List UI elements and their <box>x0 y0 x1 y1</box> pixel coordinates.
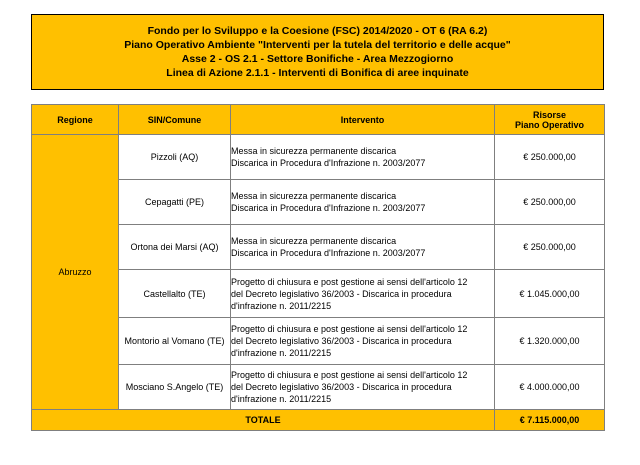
intervento-line: Discarica in Procedura d'Infrazione n. 2003/2077 <box>231 203 426 213</box>
intervento-line: Messa in sicurezza permanente discarica <box>231 236 397 246</box>
column-header-risorse-line1: Risorse <box>532 109 567 120</box>
interventions-table <box>31 104 605 431</box>
comune-cell: Cepagatti (PE) <box>119 180 231 225</box>
intervento-line: d'infrazione n. 2011/2215 <box>231 300 332 311</box>
intervento-line: Discarica in Procedura d'Infrazione n. 2003/2077 <box>231 248 426 258</box>
intervento-line: del Decreto legislativo 36/2003 - Discarica in procedura <box>231 336 452 346</box>
table-header-row <box>32 105 605 135</box>
header-line-2: Piano Operativo Ambiente "Interventi per la tutela del territorio e delle acque" <box>124 39 511 51</box>
intervento-line: d'infrazione n. 2011/2215 <box>231 394 332 404</box>
header-line-1: Fondo per lo Sviluppo e la Coesione (FSC) 2014/2020 - OT 6 (RA 6.2) <box>147 25 488 37</box>
intervento-cell <box>231 318 495 365</box>
total-label: TOTALE <box>32 410 495 431</box>
header-line-4: Linea di Azione 2.1.1 - Interventi di Bonifica di aree inquinate <box>166 67 469 79</box>
intervento-cell <box>231 180 495 225</box>
intervento-line: Progetto di chiusura e post gestione ai sensi dell'articolo 12 <box>231 370 468 380</box>
column-header-risorse <box>495 105 605 135</box>
comune-cell: Pizzoli (AQ) <box>119 135 231 180</box>
column-header-intervento: Intervento <box>231 105 495 135</box>
region-cell: Abruzzo <box>32 135 119 410</box>
risorse-cell: € 250.000,00 <box>495 180 605 225</box>
intervento-line: Messa in sicurezza permanente discarica <box>231 191 397 201</box>
intervento-cell <box>231 270 495 318</box>
intervento-line: Discarica in Procedura d'Infrazione n. 2003/2077 <box>231 158 426 168</box>
total-value: € 7.115.000,00 <box>495 410 605 431</box>
comune-cell: Montorio al Vomano (TE) <box>119 318 231 365</box>
column-header-comune: SIN/Comune <box>119 105 231 135</box>
intervento-line: Messa in sicurezza permanente discarica <box>231 146 397 156</box>
total-row <box>32 410 605 431</box>
intervento-line: del Decreto legislativo 36/2003 - Discarica in procedura <box>231 382 452 392</box>
intervento-line: Progetto di chiusura e post gestione ai sensi dell'articolo 12 <box>231 276 468 287</box>
table-row <box>32 135 605 180</box>
risorse-cell: € 250.000,00 <box>495 225 605 270</box>
intervento-cell <box>231 365 495 410</box>
header-line-3: Asse 2 - OS 2.1 - Settore Bonifiche - Area Mezzogiorno <box>181 53 454 65</box>
risorse-cell: € 250.000,00 <box>495 135 605 180</box>
risorse-cell: € 1.320.000,00 <box>495 318 605 365</box>
comune-cell: Mosciano S.Angelo (TE) <box>119 365 231 410</box>
comune-cell: Castellalto (TE) <box>119 270 231 318</box>
intervento-cell <box>231 225 495 270</box>
intervento-line: Progetto di chiusura e post gestione ai sensi dell'articolo 12 <box>231 324 468 334</box>
column-header-regione: Regione <box>32 105 119 135</box>
comune-cell: Ortona dei Marsi (AQ) <box>119 225 231 270</box>
risorse-cell: € 1.045.000,00 <box>495 270 605 318</box>
intervento-line: del Decreto legislativo 36/2003 - Discarica in procedura <box>231 288 452 299</box>
document-header <box>31 14 604 90</box>
column-header-risorse-line2: Piano Operativo <box>514 119 585 130</box>
intervento-line: d'infrazione n. 2011/2215 <box>231 348 332 358</box>
intervento-cell <box>231 135 495 180</box>
risorse-cell: € 4.000.000,00 <box>495 365 605 410</box>
